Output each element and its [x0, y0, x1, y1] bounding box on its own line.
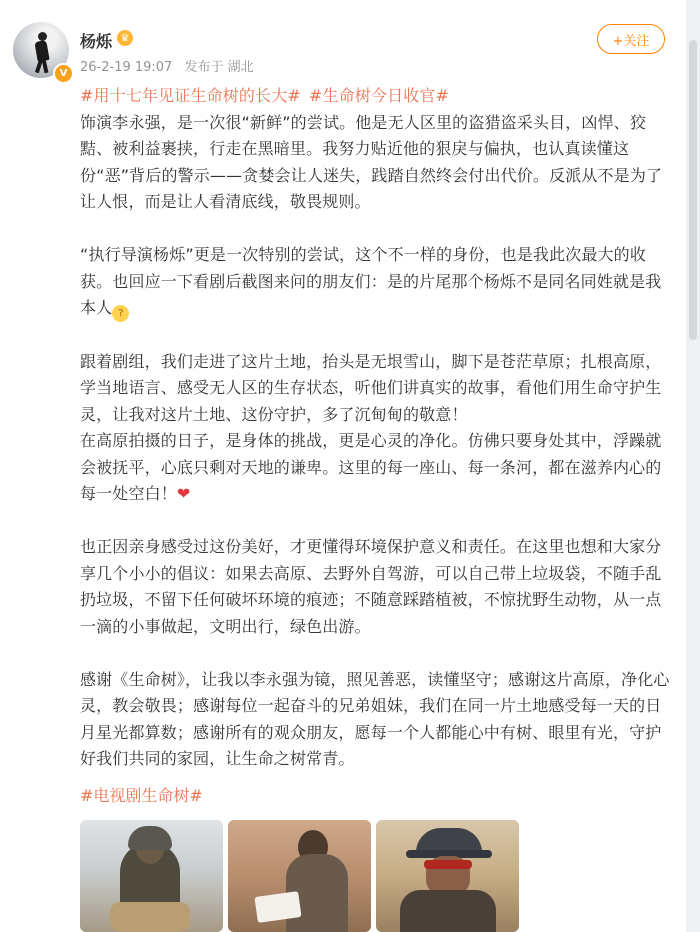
paragraph — [80, 428, 670, 508]
post-location: 发布于 湖北 — [184, 60, 254, 75]
scrollbar-thumb[interactable] — [689, 40, 697, 340]
paragraph: 跟着剧组，我们走进了这片土地，抬头是无垠雪山，脚下是苍茫草原；扎根高原，学当地语言、感受无人区的生存状态，听他们讲真实的故事，看他们用生命守护生灵，让我对这片土地、这份守护，多了沉甸甸的敬意！ — [80, 351, 662, 424]
post-photo[interactable] — [376, 820, 519, 932]
paragraph: 感谢《生命树》，让我以李永强为镜，照见善恶，读懂坚守；感谢这片高原，净化心灵，教会敬畏；感谢每位一起奋斗的兄弟姐妹，我们在同一片土地感受每一天的日月星光都算数；感谢所有的观众朋友，愿每一个人都能心中有树、眼里有光，守护好我们共同的家园，让生命之树常青。 — [80, 669, 670, 768]
hashtag-link[interactable]: #电视剧生命树# — [80, 786, 203, 805]
post-body — [80, 83, 670, 773]
paragraph-text: 在高原拍摄的日子，是身体的挑战，更是心灵的净化。仿佛只要身处其中，浮躁就会被抚平，心底只剩对天地的谦卑。这里的每一座山、每一条河，都在滋养内心的每一处空白！ — [80, 431, 662, 503]
hashtag-line — [80, 83, 670, 110]
author-name[interactable]: 杨烁 — [80, 32, 113, 51]
hashtag-link[interactable]: #用十七年见证生命树的长大# — [80, 86, 301, 105]
follow-button[interactable] — [597, 24, 665, 54]
crown-icon: ♛ — [117, 30, 133, 46]
paragraph-text: “执行导演杨烁”更是一次特别的尝试，这个不一样的身份，也是我此次最大的收获。也回应一下看剧后截图来问的朋友们：是的片尾那个杨烁不是同名同姓就是我本人 — [80, 245, 662, 317]
avatar-figure — [35, 32, 49, 72]
post-timestamp[interactable]: 26-2-19 19:07 — [80, 60, 173, 75]
paragraph — [80, 242, 670, 322]
paragraph: 也正因亲身感受过这份美好，才更懂得环境保护意义和责任。在这里也想和大家分享几个小小的倡议：如果去高原、去野外自驾游，可以自己带上垃圾袋，不随手乱扔垃圾，不留下任何破坏环境的痕迹；不随意踩踏植被，不惊扰野生动物，从一点一滴的小事做起，文明出行，绿色出游。 — [80, 537, 662, 636]
hashtag-link[interactable]: #生命树今日收官# — [308, 86, 450, 105]
paragraph: 饰演李永强，是一次很“新鲜”的尝试。他是无人区里的盗猎盗采头目，凶悍、狡黠、被利益裹挟，行走在黑暗里。我努力贴近他的狠戾与偏执，也认真读懂这份“恶”背后的警示——贪婪会让人迷失，践踏自然终会付出代价。反派从不是为了让人恨，而是让人看清底线，敬畏规则。 — [80, 112, 663, 211]
thinking-face-emoji-icon: ? — [112, 305, 129, 322]
follow-button-label: +关注 — [612, 33, 650, 49]
heart-emoji-icon: ❤ — [176, 484, 191, 503]
post-photo[interactable] — [228, 820, 371, 932]
post-photo[interactable] — [80, 820, 223, 932]
bottom-hashtag-line — [80, 783, 203, 809]
scrollbar[interactable] — [686, 0, 700, 932]
post-meta — [80, 56, 254, 75]
verified-badge-icon: V — [53, 63, 74, 84]
